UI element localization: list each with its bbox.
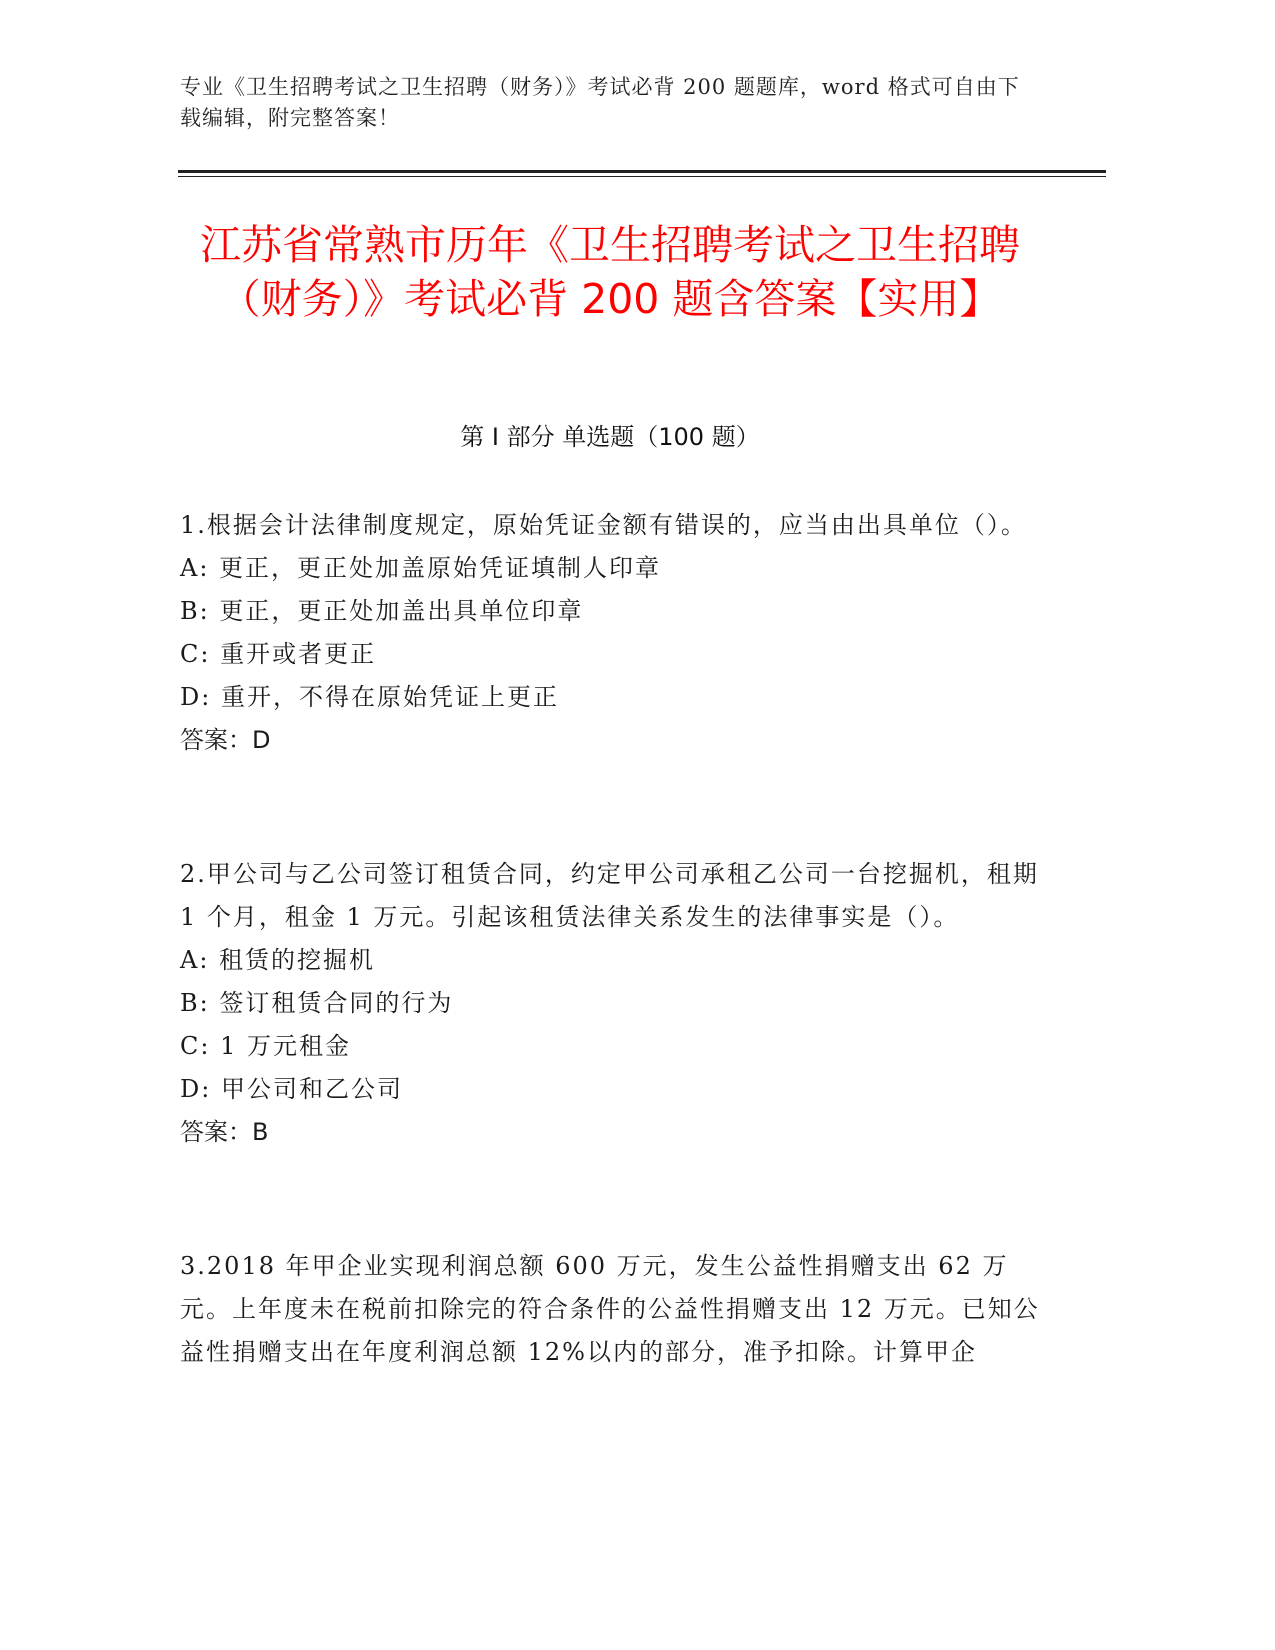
option-a: A: 更正，更正处加盖原始凭证填制人印章 — [180, 554, 662, 582]
option-b: B: 签订租赁合同的行为 — [180, 989, 454, 1017]
option-d: D: 甲公司和乙公司 — [180, 1075, 403, 1103]
section-heading: 第 I 部分 单选题（100 题） — [460, 423, 760, 451]
option-c: C: 重开或者更正 — [180, 640, 377, 668]
answer-label: 答案：D — [180, 726, 271, 754]
answer-label: 答案：B — [180, 1118, 269, 1146]
question-stem: 3.2018 年甲企业实现利润总额 600 万元，发生公益性捐赠支出 62 万元。上年度未在税前扣除完的符合条件的公益性捐赠支出 12 万元。已知公益性捐赠支出在年度利润总额 12%以内的部分，准予扣除。计算甲企 — [180, 1252, 1040, 1366]
document-title: 江苏省常熟市历年《卫生招聘考试之卫生招聘（财务）》考试必背 200 题含答案【实用】 — [200, 221, 1020, 323]
question-3 — [180, 1245, 1040, 1374]
header-divider-thick — [178, 170, 1106, 173]
option-d: D: 重开，不得在原始凭证上更正 — [180, 683, 559, 711]
question-stem: 2.甲公司与乙公司签订租赁合同，约定甲公司承租乙公司一台挖掘机，租期 1 个月，租金 1 万元。引起该租赁法律关系发生的法律事实是（）。 — [180, 860, 1039, 931]
option-a: A: 租赁的挖掘机 — [180, 946, 376, 974]
question-2 — [180, 853, 1040, 1154]
option-b: B: 更正，更正处加盖出具单位印章 — [180, 597, 584, 625]
header-divider-thin — [178, 176, 1106, 177]
option-c: C: 1 万元租金 — [180, 1032, 351, 1060]
question-1 — [180, 504, 1040, 762]
header-note: 专业《卫生招聘考试之卫生招聘（财务）》考试必背 200 题题库，word 格式可自由下载编辑，附完整答案！ — [180, 75, 1020, 130]
question-stem: 1.根据会计法律制度规定，原始凭证金额有错误的，应当由出具单位（）。 — [180, 511, 1027, 539]
